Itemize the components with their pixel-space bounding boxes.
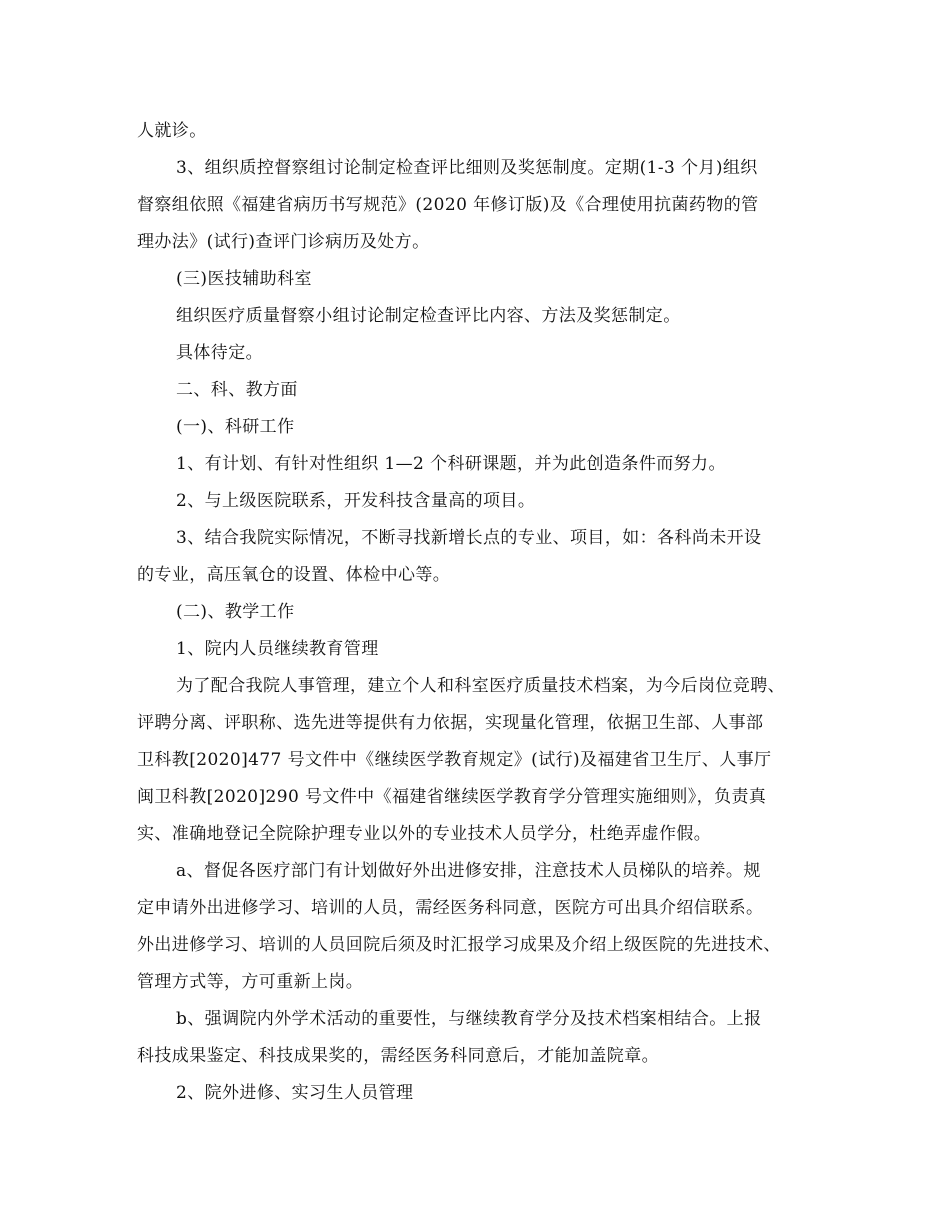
text-line: 1、有计划、有针对性组织 1—2 个科研课题，并为此创造条件而努力。: [176, 454, 726, 474]
text-line: 评聘分离、评职称、选先进等提供有力依据，实现量化管理，依据卫生部、人事部: [137, 713, 764, 733]
section-heading: 2、院外进修、实习生人员管理: [176, 1083, 414, 1103]
section-heading: 1、院内人员继续教育管理: [176, 639, 379, 659]
text-line: 科技成果鉴定、科技成果奖的，需经医务科同意后，才能加盖院章。: [137, 1046, 659, 1066]
text-line: 管理方式等，方可重新上岗。: [137, 972, 364, 992]
text-line: a、督促各医疗部门有计划做好外出进修安排，注意技术人员梯队的培养。规: [176, 861, 761, 881]
text-line: 理办法》(试行)查评门诊病历及处方。: [137, 232, 430, 252]
text-line: 卫科教[2020]477 号文件中《继续医学教育规定》(试行)及福建省卫生厅、人事厅: [137, 750, 772, 770]
text-line: 定申请外出进修学习、培训的人员，需经医务科同意，医院方可出具介绍信联系。: [137, 898, 764, 918]
text-line: 闽卫科教[2020]290 号文件中《福建省继续医学教育学分管理实施细则》，负责真: [137, 787, 767, 807]
section-heading: (三)医技辅助科室: [176, 269, 312, 289]
text-line: 为了配合我院人事管理，建立个人和科室医疗质量技术档案，为今后岗位竞聘、: [176, 676, 785, 696]
text-line: 督察组依照《福建省病历书写规范》(2020 年修订版)及《合理使用抗菌药物的管: [137, 195, 759, 215]
section-heading: (二)、教学工作: [176, 602, 295, 622]
text-line: b、强调院内外学术活动的重要性，与继续教育学分及技术档案相结合。上报: [176, 1009, 762, 1029]
text-line: 3、结合我院实际情况，不断寻找新增长点的专业、项目，如：各科尚未开设: [176, 528, 762, 548]
text-line: 组织医疗质量督察小组讨论制定检查评比内容、方法及奖惩制定。: [176, 306, 681, 326]
text-line: 具体待定。: [176, 343, 263, 363]
section-heading: (一)、科研工作: [176, 417, 295, 437]
text-line: 人就诊。: [137, 121, 207, 141]
text-line: 的专业，高压氧仓的设置、体检中心等。: [137, 565, 451, 585]
text-line: 外出进修学习、培训的人员回院后须及时汇报学习成果及介绍上级医院的先进技术、: [137, 935, 781, 955]
text-line: 2、与上级医院联系，开发科技含量高的项目。: [176, 491, 536, 511]
text-line: 3、组织质控督察组讨论制定检查评比细则及奖惩制度。定期(1-3 个月)组织: [176, 158, 758, 178]
text-line: 实、准确地登记全院除护理专业以外的专业技术人员学分，杜绝弄虚作假。: [137, 824, 712, 844]
section-heading: 二、科、教方面: [176, 380, 298, 400]
